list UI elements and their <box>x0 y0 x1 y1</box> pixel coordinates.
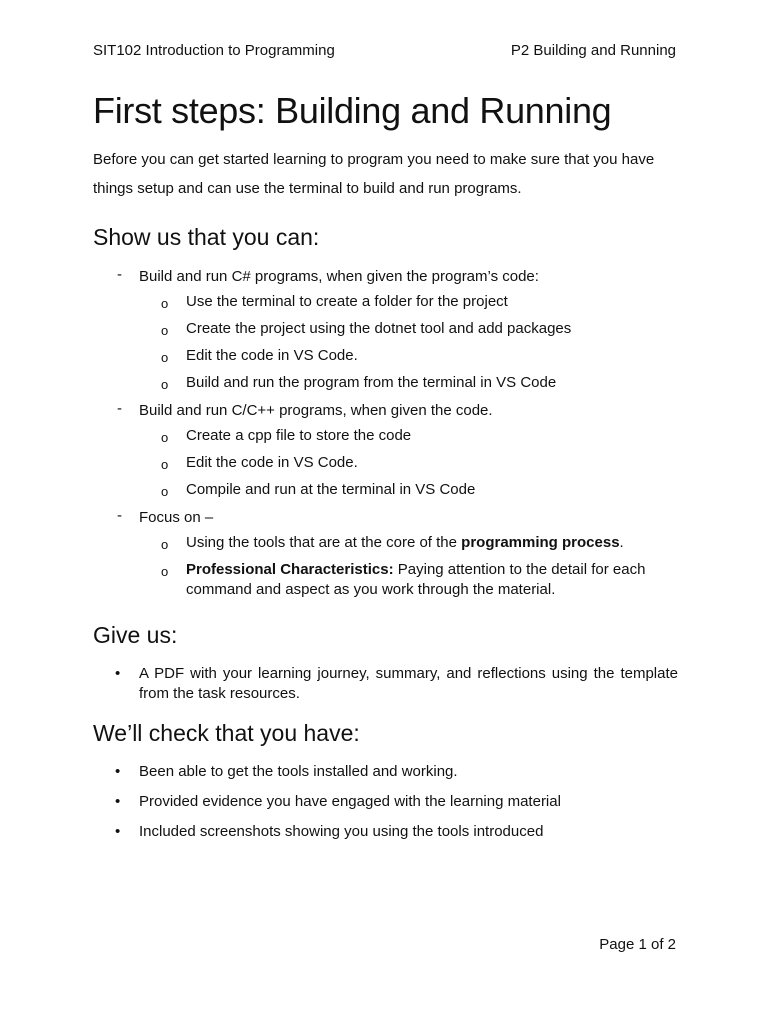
sub-marker: o <box>161 430 169 445</box>
bullet-marker: • <box>115 793 121 810</box>
list-item <box>93 792 678 822</box>
sub-item-text-after: Paying attention to the detail for each command and aspect as you work through the material. <box>186 561 646 598</box>
sub-list-item <box>93 319 678 346</box>
sub-list-item <box>93 453 678 480</box>
list-item <box>93 266 678 400</box>
list-item-text: Build and run C# programs, when given the program’s code: <box>139 268 539 285</box>
sub-marker: o <box>161 296 169 311</box>
sub-item-text-after: . <box>619 534 624 551</box>
page-title: First steps: Building and Running <box>93 90 612 131</box>
section-heading-give: Give us: <box>93 622 178 648</box>
list-item-text: Provided evidence you have engaged with the learning material <box>139 793 561 810</box>
sub-list-item <box>93 426 678 453</box>
running-header-course: SIT102 Introduction to Programming <box>93 42 335 59</box>
sub-item-text-bold: Professional Characteristics: <box>186 561 394 578</box>
sub-marker: o <box>161 377 169 392</box>
sub-item-text: Create a cpp file to store the code <box>186 427 412 444</box>
list-item <box>93 664 678 714</box>
sub-list-item <box>93 533 678 560</box>
dash-marker: - <box>117 507 122 524</box>
sub-marker: o <box>161 537 169 552</box>
sub-list <box>93 292 678 400</box>
sub-list-item <box>93 346 678 373</box>
check-list <box>93 762 678 852</box>
sub-item-text-bold: programming process <box>461 534 620 551</box>
list-item <box>93 400 678 507</box>
sub-item-text: Build and run the program from the terminal in VS Code <box>186 374 557 391</box>
sub-list-item <box>93 292 678 319</box>
sub-marker: o <box>161 457 169 472</box>
page-number: Page 1 of 2 <box>599 936 676 953</box>
sub-list-item <box>93 480 678 507</box>
sub-marker: o <box>161 564 169 579</box>
list-item <box>93 762 678 792</box>
intro-paragraph: Before you can get started learning to program you need to make sure that you have things setup and can use the terminal to build and run programs. <box>93 151 655 197</box>
bullet-marker: • <box>115 665 121 682</box>
sub-list-item <box>93 560 678 607</box>
dash-marker: - <box>117 400 122 417</box>
sub-item-text: Compile and run at the terminal in VS Code <box>186 481 476 498</box>
sub-marker: o <box>161 323 169 338</box>
sub-list <box>93 426 678 507</box>
sub-item-text: Use the terminal to create a folder for the project <box>186 293 508 310</box>
bullet-marker: • <box>115 823 121 840</box>
list-item <box>93 822 678 852</box>
sub-item-text: Edit the code in VS Code. <box>186 454 358 471</box>
sub-item-text: Create the project using the dotnet tool and add packages <box>186 320 572 337</box>
section-heading-show: Show us that you can: <box>93 224 320 250</box>
sub-marker: o <box>161 350 169 365</box>
sub-list-item <box>93 373 678 400</box>
list-item <box>93 507 678 607</box>
running-header-task: P2 Building and Running <box>510 42 676 59</box>
bullet-marker: • <box>115 763 121 780</box>
list-item-text: A PDF with your learning journey, summary, and reflections using the template from the task resources. <box>139 665 678 702</box>
sub-list <box>93 533 678 607</box>
dash-marker: - <box>117 266 122 283</box>
section-heading-check: We’ll check that you have: <box>93 720 360 746</box>
list-item-text: Been able to get the tools installed and working. <box>139 763 458 780</box>
sub-marker: o <box>161 484 169 499</box>
list-item-text: Build and run C/C++ programs, when given the code. <box>139 402 493 419</box>
sub-item-text-before: Using the tools that are at the core of the <box>186 534 462 551</box>
give-list <box>93 664 678 714</box>
sub-item-text: Edit the code in VS Code. <box>186 347 358 364</box>
list-item-text: Included screenshots showing you using the tools introduced <box>139 823 544 840</box>
list-item-text: Focus on – <box>139 509 214 526</box>
show-list <box>93 266 678 607</box>
